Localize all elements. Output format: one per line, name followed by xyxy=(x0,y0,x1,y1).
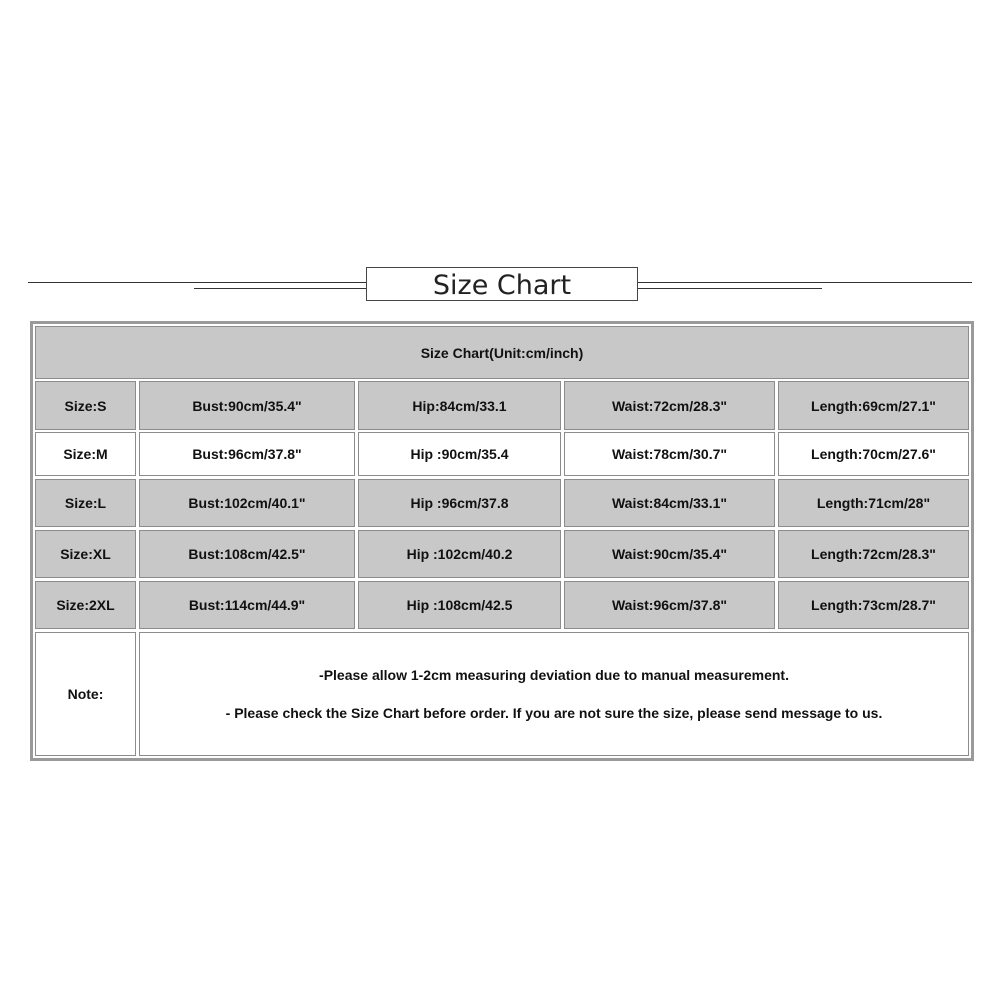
header-rule-left-short xyxy=(194,288,366,289)
bust-cell: Bust:102cm/40.1" xyxy=(139,479,355,527)
hip-cell: Hip :96cm/37.8 xyxy=(358,479,561,527)
hip-cell: Hip :90cm/35.4 xyxy=(358,432,561,476)
hip-cell: Hip :102cm/40.2 xyxy=(358,530,561,578)
size-chart-table xyxy=(30,321,974,761)
size-cell: Size:XL xyxy=(35,530,136,578)
bust-cell: Bust:96cm/37.8" xyxy=(139,432,355,476)
note-line-1: -Please allow 1-2cm measuring deviation due to manual measurement. xyxy=(319,667,789,683)
size-chart-table-body xyxy=(33,324,971,758)
size-cell: Size:2XL xyxy=(35,581,136,629)
header-rule-right-short xyxy=(638,288,822,289)
waist-cell: Waist:84cm/33.1" xyxy=(564,479,775,527)
bust-cell: Bust:90cm/35.4" xyxy=(139,381,355,430)
size-chart-title-box xyxy=(366,267,638,301)
table-caption: Size Chart(Unit:cm/inch) xyxy=(35,326,969,379)
waist-cell: Waist:96cm/37.8" xyxy=(564,581,775,629)
hip-cell: Hip:84cm/33.1 xyxy=(358,381,561,430)
page-title: Size Chart xyxy=(432,269,572,301)
length-cell: Length:72cm/28.3" xyxy=(778,530,969,578)
length-cell: Length:69cm/27.1" xyxy=(778,381,969,430)
size-cell: Size:S xyxy=(35,381,136,430)
size-cell: Size:M xyxy=(35,432,136,476)
bust-cell: Bust:114cm/44.9" xyxy=(139,581,355,629)
length-cell: Length:70cm/27.6" xyxy=(778,432,969,476)
waist-cell: Waist:90cm/35.4" xyxy=(564,530,775,578)
length-cell: Length:71cm/28" xyxy=(778,479,969,527)
header-rule-left-long xyxy=(28,282,366,283)
length-cell: Length:73cm/28.7" xyxy=(778,581,969,629)
size-cell: Size:L xyxy=(35,479,136,527)
note-label: Note: xyxy=(35,632,136,756)
waist-cell: Waist:78cm/30.7" xyxy=(564,432,775,476)
waist-cell: Waist:72cm/28.3" xyxy=(564,381,775,430)
hip-cell: Hip :108cm/42.5 xyxy=(358,581,561,629)
header-rule-right-long xyxy=(638,282,972,283)
note-line-2: - Please check the Size Chart before order. If you are not sure the size, please send message to us. xyxy=(225,705,883,721)
bust-cell: Bust:108cm/42.5" xyxy=(139,530,355,578)
note-content xyxy=(139,632,969,756)
